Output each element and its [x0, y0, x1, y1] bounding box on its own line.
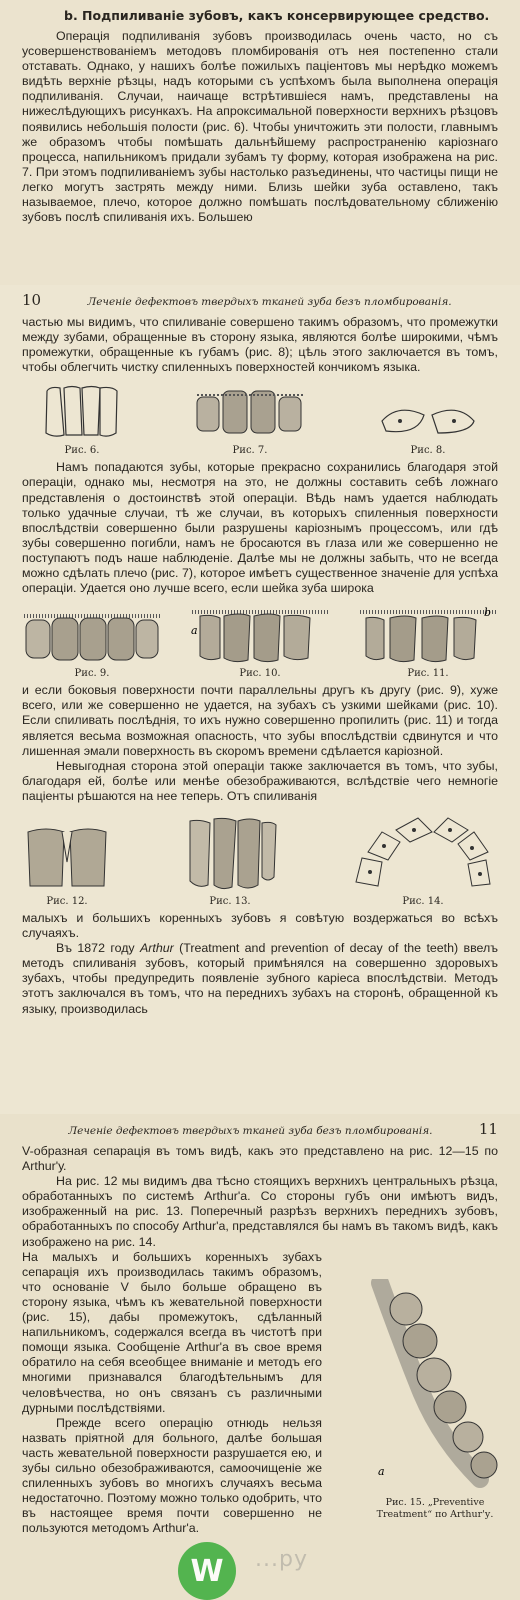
figure-caption: Рис. 10. — [239, 668, 281, 680]
page-10 — [0, 285, 520, 1114]
watermark-text: ...ру — [255, 1547, 308, 1572]
fig9-teeth-illustration — [22, 604, 162, 664]
figure-caption: Рис. 11. — [407, 668, 449, 680]
paragraph: и если боковыя поверхности почти параллельны другъ къ другу (рис. 9), хуже всего, или же совершенно не удается, на зубахъ съ узкими шейками (рис. 10). Если спиливать послѣднія, то ихъ нужно совершенно пропилить (рис. 11) и тогда является весьма возможная опасность, что зубы впослѣдствіи сдвинутся и что лишенная эмали поверхность въ скоромъ времени сдѣлается каріозной. — [22, 683, 498, 758]
running-header — [22, 291, 498, 307]
figure-caption: Рис. 14. — [402, 895, 444, 907]
watermark-logo: W — [178, 1542, 236, 1600]
figure-8 — [378, 401, 478, 456]
page-number: 11 — [478, 1120, 498, 1138]
figure-caption: Рис. 7. — [232, 445, 268, 457]
fig11-letter-label: b — [484, 606, 492, 620]
fig6-teeth-illustration — [42, 383, 122, 441]
fig15-jaw-illustration — [360, 1279, 510, 1489]
author-name: Arthur — [140, 941, 174, 956]
running-head-title: Леченіе дефектовъ твердыхъ тканей зуба безъ пломбированія. — [68, 1125, 433, 1137]
figure-13 — [180, 817, 280, 907]
figure-caption: Рис. 9. — [74, 668, 110, 680]
paragraph: Намъ попадаются зубы, которые прекрасно сохранились благодаря этой операціи, однако мы, несмотря на это, не должны составить себѣ ложнаго представленія о достоинствѣ этой операціи. Вѣдь намъ удается наблюдать только удачные случаи, тѣ же случаи, въ которыхъ спиленныя поверхности впослѣдствіи совершенно были разрушены каріознымъ процессомъ, или гдѣ зубы совершенно погибли, намъ не бросаются въ глаза или же совершенно не поступаютъ подъ наше наблюденіе. Далѣе мы не должны забыть, что не всегда можно сдѣлать плечо (рис. 7), которое имѣетъ существенное значеніе для успѣха операціи. Удается оно лучше всего, если шейка зуба широка — [22, 460, 498, 596]
section-title: b. Подпиливаніе зубовъ, какъ консервирующее средство. — [64, 8, 490, 23]
figure-11 — [358, 604, 498, 679]
figure-9 — [22, 604, 162, 679]
paragraph: На малыхъ и большихъ коренныхъ зубахъ сепарація ихъ производилась такимъ образомъ, что основаніе V было больше обращено въ сторону языка, чѣмъ къ жевательной поверхности (рис. 15), дабы промежутокъ, сдѣланный напильникомъ, содержался всегда въ чистотѣ при помощи языка. Сообщеніе Arthur'а въ свое время обратило на себя всеобщее вниманіе и методъ его многими признавался благодѣтельнымъ для человѣчества, но онъ связанъ съ различными дурными послѣдствіями. — [22, 1249, 322, 1415]
paragraph: Операція подпиливанія зубовъ производилась очень часто, но съ усовершенствованіемъ методовъ пломбированія отъ нея постепенно стали отставать. Однако, у нашихъ болѣе пожилыхъ паціентовъ мы нерѣдко можемъ видѣть верхніе рѣзцы, надъ которыми съ успѣхомъ была выполнена операція подпиливанія. Случаи, наичаще встрѣтившіеся намъ, представлены на нижеслѣдующихъ рисункахъ. На апроксимальной поверхности верхнихъ рѣзцовъ появились небольшія полости (рис. 6). Чтобы уничтожить эти полости, главнымъ же образомъ чтобы помѣшать дальнѣйшему распространенію каріознаго процесса, напильникомъ придали зубамъ ту форму, которая изображена на рис. 7. При этомъ подпиливаніемъ зубы настолько разъединены, что частицы пищи не легко могутъ застрять между ними. Близь шейки зуба оставлено, такъ называемое, плечо, которое должно помѣшать послѣдовательному сближенію зубовъ послѣ спиливанія ихъ. Большею — [22, 29, 498, 225]
figure-10 — [190, 604, 330, 679]
fig10-letter-label: a — [191, 624, 198, 638]
page-11 — [0, 1114, 520, 1600]
figure-6 — [42, 383, 122, 456]
figure-row-12-14 — [22, 812, 498, 907]
figure-caption: Рис. 13. — [209, 895, 251, 907]
paragraph: частью мы видимъ, что спиливаніе совершено такимъ образомъ, что промежутки между зубами, обращенные въ сторону языка, являются болѣе широкими, чѣмъ промежутки, обращенные къ губамъ (рис. 8); цѣль этого заключается въ томъ, чтобы облегчить чистку спиленныхъ поверхностей кончикомъ языка. — [22, 315, 498, 375]
fig15-letter-label: a — [378, 1465, 385, 1478]
fig11-teeth-illustration — [358, 604, 498, 664]
fig13-teeth-illustration — [180, 817, 280, 892]
paragraph: На рис. 12 мы видимъ два тѣсно стоящихъ верхнихъ центральныхъ рѣзца, обработанныхъ по системѣ Arthur'а. Со стороны губъ они имѣютъ видъ, изображенный на рис. 13. Поперечный разрѣзъ верхнихъ переднихъ зубовъ, обработанныхъ по способу Arthur'а, представлялся бы намъ въ такомъ видѣ, какъ изображено на рис. 14. — [22, 1174, 498, 1249]
figure-caption: Рис. 6. — [64, 445, 100, 457]
paragraph: Прежде всего операцію отнюдь нельзя назвать пріятной для больного, далѣе большая часть жевательной поверхности разрушается ею, и зубы сильно обезображиваются, самоочищеніе же спиленныхъ зубовъ во многихъ случаяхъ весьма недостаточно. Поэтому можно только одобрить, что въ настоящее время почти совершенно не пользуются методомъ Arthur'а. — [22, 1415, 322, 1536]
paragraph: малыхъ и большихъ коренныхъ зубовъ я совѣтую воздержаться во всѣхъ случаяхъ. — [22, 910, 498, 941]
figure-12 — [22, 822, 112, 907]
figure-row-9-11 — [22, 604, 498, 679]
page-fragment-top — [0, 0, 520, 285]
fig12-teeth-illustration — [22, 822, 112, 892]
figure-caption: Рис. 12. — [46, 895, 88, 907]
running-head-title: Леченіе дефектовъ твердыхъ тканей зуба безъ пломбированія. — [87, 296, 452, 308]
fig14-cross-section-illustration — [348, 812, 498, 892]
figure-15 — [360, 1279, 510, 1521]
page-number: 10 — [22, 291, 42, 309]
figure-row-6-8 — [22, 383, 498, 456]
fig10-teeth-illustration — [190, 604, 330, 664]
figure-7 — [195, 383, 305, 456]
figure-14 — [348, 812, 498, 907]
paragraph: V-образная сепарація въ томъ видѣ, какъ это представлено на рис. 12—15 по Arthur'у. — [22, 1144, 498, 1174]
figure-caption: Рис. 8. — [410, 445, 446, 457]
fig7-teeth-illustration — [195, 383, 305, 441]
fig8-cross-section-illustration — [378, 401, 478, 441]
paragraph: Невыгодная сторона этой операціи также заключается въ томъ, что зубы, благодаря ей, болѣе или менѣе обезображиваются, вслѣдствіе чего немногіе паціенты рѣшаются на нее теперь. Отъ спиливанія — [22, 758, 498, 803]
running-header — [22, 1120, 498, 1136]
figure-caption: Рис. 15. „Preventive Treatment“ по Arthur'у. — [376, 1497, 494, 1520]
paragraph: Въ 1872 году Arthur (Treatment and prevention of decay of the teeth) ввелъ методъ спиливанія зубовъ, который примѣнялся на совершенно здоровыхъ зубахъ, чтобы предупредить появленіе зубного каріеса впослѣдствіи. Методъ этотъ заключался въ томъ, что на переднихъ зубахъ на сторонѣ, обращенной къ языку, производилась — [22, 941, 498, 1016]
